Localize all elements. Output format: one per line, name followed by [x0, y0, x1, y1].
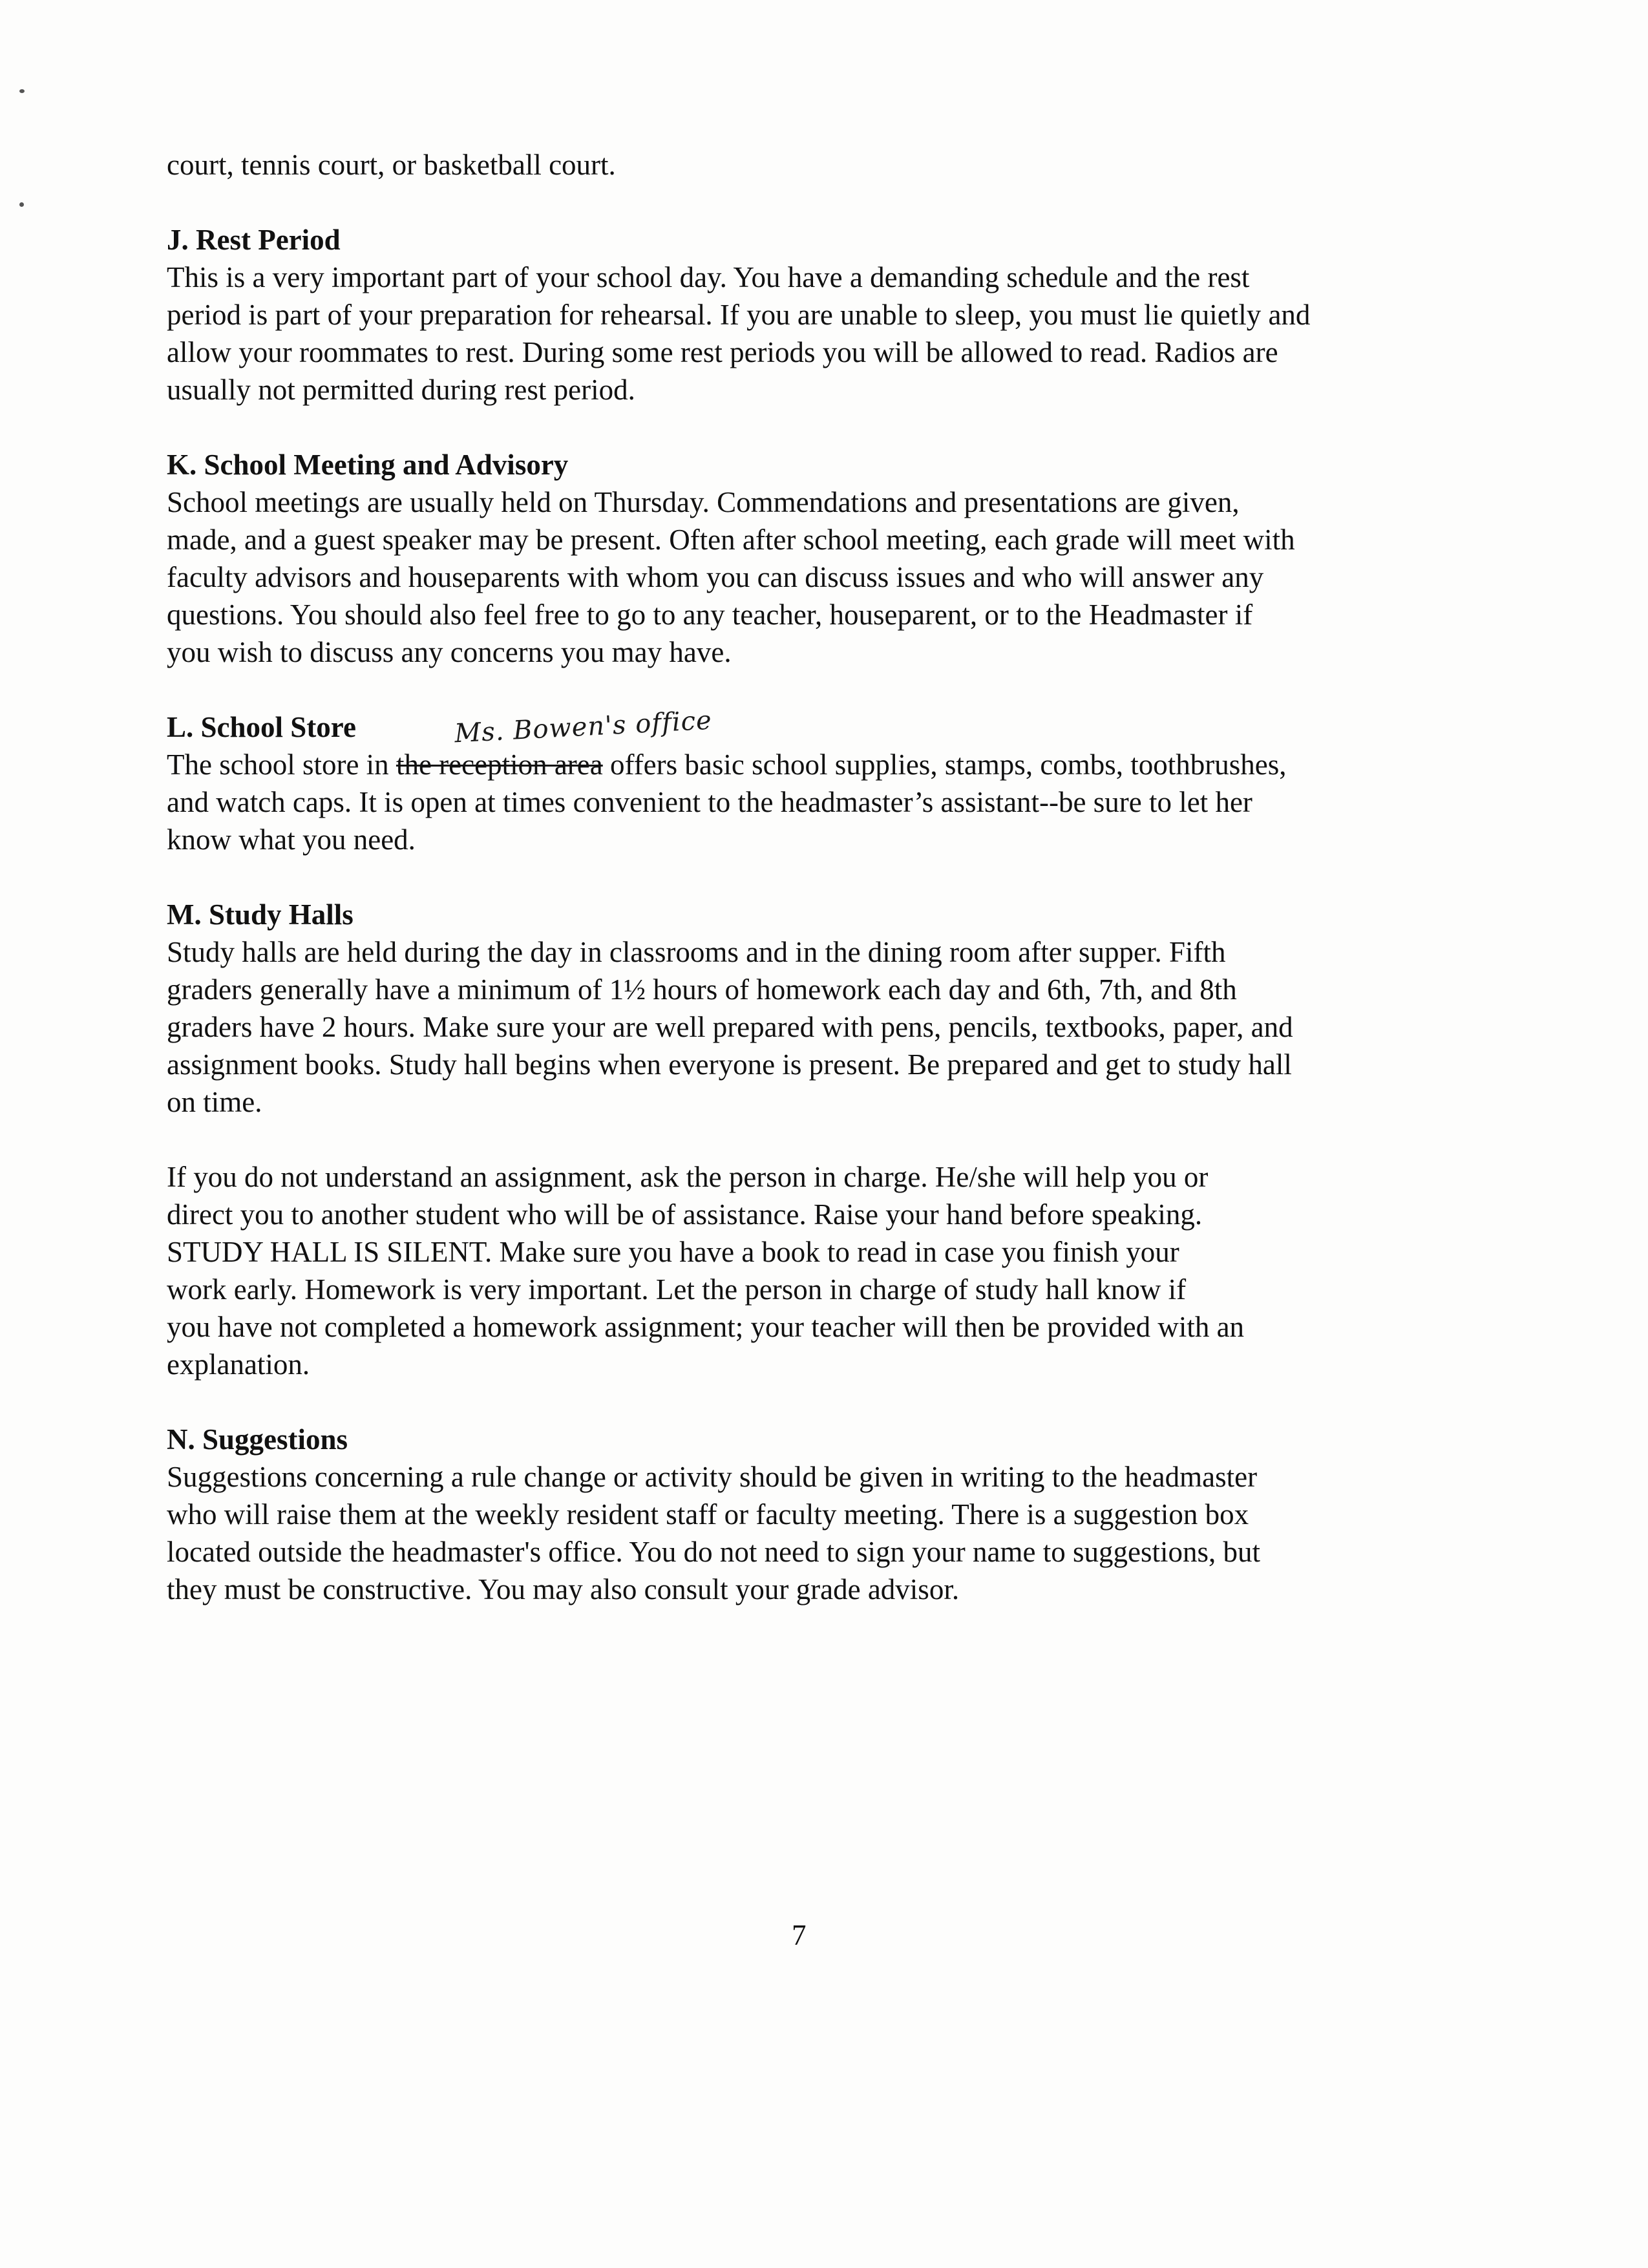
paragraph-gap	[167, 671, 1472, 708]
struck-text: the reception area	[396, 748, 603, 781]
section-suggestions	[167, 1421, 1472, 1608]
body-line: located outside the headmaster's office. You do not need to sign your name to suggestions, but	[167, 1536, 1261, 1568]
body-line: made, and a guest speaker may be present. Often after school meeting, each grade will meet with	[167, 524, 1295, 556]
paragraph-gap	[167, 858, 1472, 896]
text-after-strike: offers basic school supplies, stamps, combs, toothbrushes,	[602, 748, 1287, 781]
body-line: know what you need.	[167, 823, 416, 856]
body-line: who will raise them at the weekly resident staff or faculty meeting. There is a suggestion box	[167, 1498, 1249, 1531]
body-line: you wish to discuss any concerns you may have.	[167, 636, 732, 668]
section-rest-period	[167, 221, 1472, 408]
body-line: work early. Homework is very important. Let the person in charge of study hall know if	[167, 1273, 1187, 1306]
body-line: Suggestions concerning a rule change or activity should be given in writing to the headmaster	[167, 1461, 1258, 1493]
document-body	[167, 146, 1472, 1608]
paragraph-gap	[167, 1383, 1472, 1421]
body-line: graders generally have a minimum of 1½ hours of homework each day and 6th, 7th, and 8th	[167, 973, 1237, 1006]
body-line: and watch caps. It is open at times convenient to the headmaster’s assistant--be sure to let her	[167, 786, 1252, 818]
section-heading: N. Suggestions	[167, 1423, 348, 1456]
section-heading: M. Study Halls	[167, 898, 354, 931]
body-line: period is part of your preparation for rehearsal. If you are unable to sleep, you must lie quietly and	[167, 299, 1311, 331]
section-study-halls	[167, 896, 1472, 1383]
body-line: direct you to another student who will be of assistance. Raise your hand before speaking.	[167, 1198, 1203, 1231]
body-line: This is a very important part of your school day. You have a demanding schedule and the rest	[167, 261, 1250, 293]
paragraph-gap	[167, 408, 1472, 446]
body-line: graders have 2 hours. Make sure your are well prepared with pens, pencils, textbooks, paper, and	[167, 1011, 1293, 1043]
scan-speck	[19, 202, 24, 207]
store-heading-row	[167, 705, 1472, 749]
body-line: STUDY HALL IS SILENT. Make sure you have a book to read in case you finish your	[167, 1236, 1179, 1268]
body-line: Study halls are held during the day in classrooms and in the dining room after supper. Fifth	[167, 936, 1226, 968]
paragraph-gap	[167, 1121, 1472, 1158]
body-line: School meetings are usually held on Thursday. Commendations and presentations are given,	[167, 486, 1240, 518]
section-school-store	[167, 705, 1472, 858]
body-line: on time.	[167, 1086, 262, 1118]
text-before-strike: The school store in	[167, 748, 396, 781]
section-heading: L. School Store	[167, 711, 356, 743]
handwritten-annotation: Ms. Bowen's office	[454, 705, 713, 749]
scan-speck	[19, 89, 25, 93]
body-line: you have not completed a homework assignment; your teacher will then be provided with an	[167, 1311, 1245, 1343]
body-line: If you do not understand an assignment, ask the person in charge. He/she will help you or	[167, 1161, 1209, 1193]
paragraph-gap	[167, 184, 1472, 221]
body-line: they must be constructive. You may also consult your grade advisor.	[167, 1573, 960, 1606]
section-heading: K. School Meeting and Advisory	[167, 449, 569, 481]
body-line: assignment books. Study hall begins when everyone is present. Be prepared and get to study hall	[167, 1048, 1292, 1081]
body-line-with-strike	[167, 746, 1472, 783]
section-school-meeting	[167, 446, 1472, 671]
section-heading: J. Rest Period	[167, 224, 341, 256]
body-line: questions. You should also feel free to go to any teacher, houseparent, or to the Headmaster if	[167, 599, 1253, 631]
page-number: 7	[792, 1919, 807, 1951]
body-line: usually not permitted during rest period.	[167, 374, 635, 406]
intro-line: court, tennis court, or basketball court.	[167, 149, 616, 181]
body-line: faculty advisors and houseparents with whom you can discuss issues and who will answer any	[167, 561, 1264, 593]
body-line: explanation.	[167, 1348, 310, 1381]
body-line: allow your roommates to rest. During some rest periods you will be allowed to read. Radios are	[167, 336, 1278, 368]
